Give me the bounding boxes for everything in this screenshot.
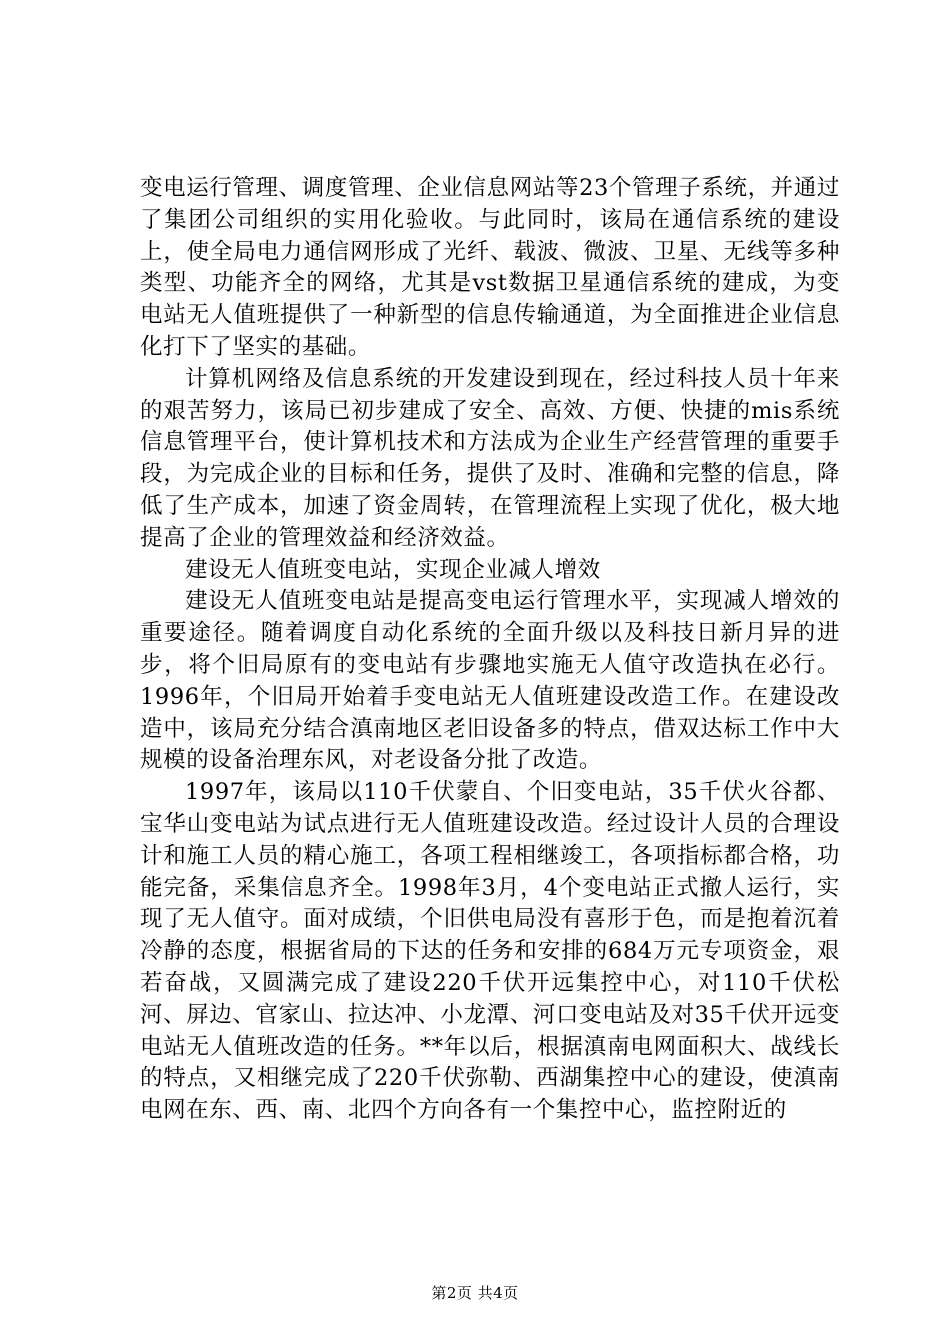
paragraph-mis-platform: 计算机网络及信息系统的开发建设到现在，经过科技人员十年来的艰苦努力，该局已初步建成了安全、高效、方便、快捷的mis系统信息管理平台，使计算机技术和方法成为企业生产经营管理的重要手段，为完成企业的目标和任务，提供了及时、准确和完整的信息，降低了生产成本，加速了资金周转，在管理流程上实现了优化，极大地提高了企业的管理效益和经济效益。 — [140, 365, 840, 551]
paragraph-unmanned-substation: 建设无人值班变电站是提高变电运行管理水平，实现减人增效的重要途径。随着调度自动化系统的全面升级以及科技日新月异的进步，将个旧局原有的变电站有步骤地实施无人值守改造执在必行。1996年，个旧局开始着手变电站无人值班建设改造工作。在建设改造中，该局充分结合滇南地区老旧设备多的特点，借双达标工作中大规模的设备治理东风，对老设备分批了改造。 — [140, 588, 840, 774]
section-heading: 建设无人值班变电站，实现企业减人增效 — [185, 556, 601, 583]
page-number-footer: 第2页 共4页 — [431, 1284, 519, 1302]
paragraph-continuation: 变电运行管理、调度管理、企业信息网站等23个管理子系统，并通过了集团公司组织的实用化验收。与此同时，该局在通信系统的建设上，使全局电力通信网形成了光纤、载波、微波、卫星、无线等多种类型、功能齐全的网络，尤其是vst数据卫星通信系统的建成，为变电站无人值班提供了一种新型的信息传输通道，为全面推进企业信息化打下了坚实的基础。 — [140, 175, 840, 360]
document-body — [140, 173, 840, 1127]
paragraph-1997-pilot: 1997年，该局以110千伏蒙自、个旧变电站，35千伏火谷都、宝华山变电站为试点进行无人值班建设改造。经过设计人员的合理设计和施工人员的精心施工，各项工程相继竣工，各项指标都合格，功能完备，采集信息齐全。1998年3月，4个变电站正式撤人运行，实现了无人值守。面对成绩，个旧供电局没有喜形于色，而是抱着沉着冷静的态度，根据省局的下达的任务和安排的684万元专项资金，艰若奋战，又圆满完成了建设220千伏开远集控中心，对110千伏松河、屏边、官家山、拉达冲、小龙潭、河口变电站及对35千伏开远变电站无人值班改造的任务。**年以后，根据滇南电网面积大、战线长的特点，又相继完成了220千伏弥勒、西湖集控中心的建设，使滇南电网在东、西、南、北四个方向各有一个集控中心，监控附近的 — [140, 779, 840, 1124]
